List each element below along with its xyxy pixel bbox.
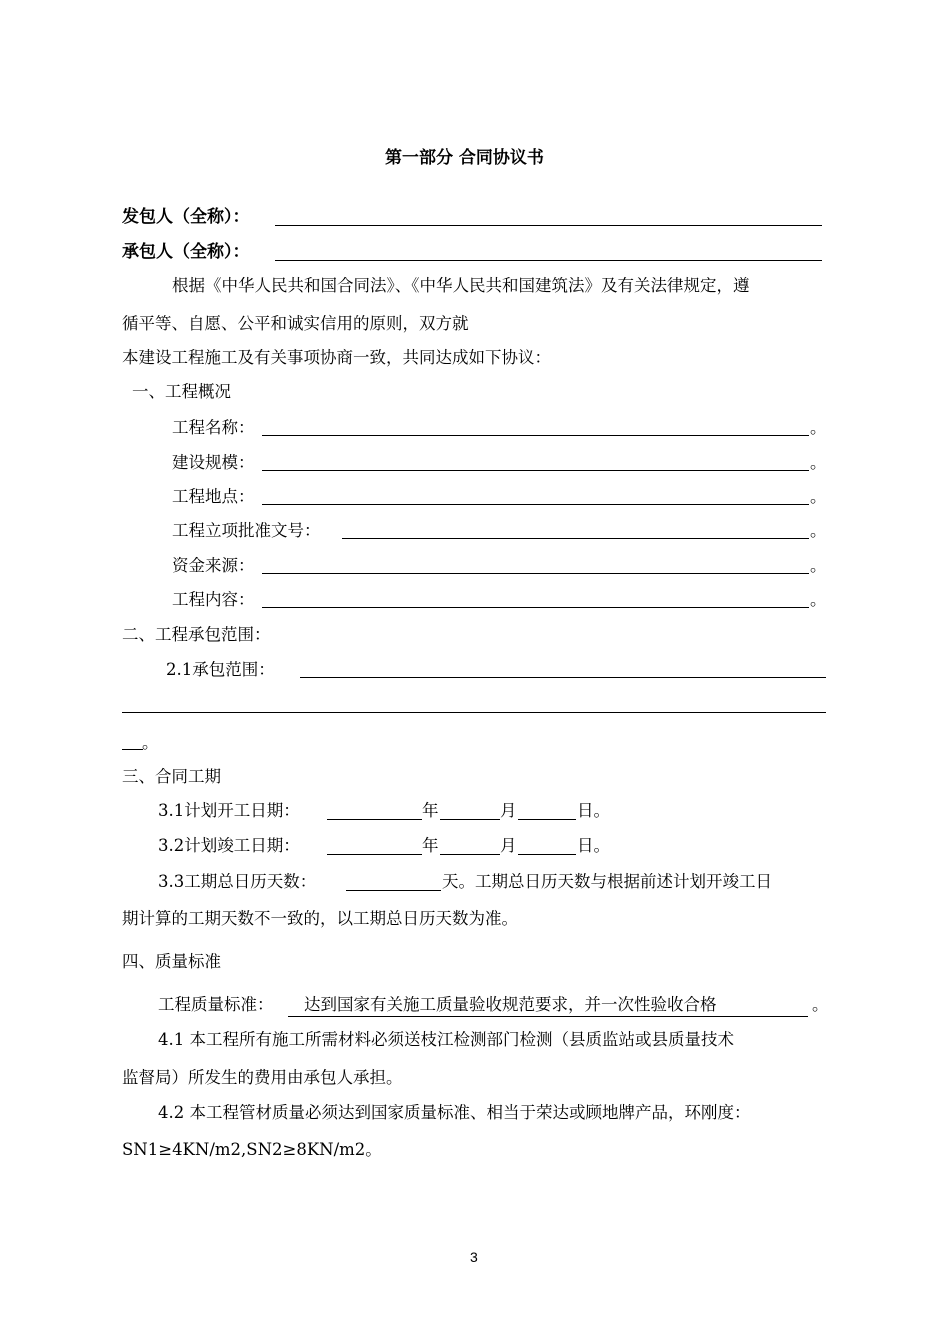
scope-blank-3[interactable] (122, 749, 143, 750)
scope-end: 。 (142, 733, 159, 752)
contractor-label: 承包人（全称）： (122, 242, 250, 262)
finish-date-label: 3.2计划竣工日期： (158, 836, 300, 855)
start-month-unit: 月 (500, 801, 517, 820)
finish-month-unit: 月 (500, 836, 517, 855)
intro-line-3: 本建设工程施工及有关事项协商一致，共同达成如下协议： (122, 348, 551, 367)
section-2-heading: 二、工程承包范围： (122, 625, 271, 644)
scope-label: 2.1承包范围： (166, 660, 275, 679)
section-1-heading: 一、工程概况 (132, 382, 231, 401)
field-location-blank[interactable] (262, 504, 809, 505)
finish-month-blank[interactable] (440, 854, 500, 855)
page-title: 第一部分 合同协议书 (385, 148, 544, 168)
field-project-name-end: 。 (810, 418, 827, 437)
employer-blank[interactable] (275, 225, 822, 226)
quality-standard-value: 达到国家有关施工质量验收规范要求，并一次性验收合格 (288, 995, 808, 1017)
field-content-end: 。 (810, 590, 827, 609)
page-number: 3 (470, 1249, 478, 1265)
field-fund-source-blank[interactable] (262, 573, 809, 574)
start-date-label: 3.1计划开工日期： (158, 801, 300, 820)
field-approval-number-blank[interactable] (342, 538, 809, 539)
contractor-blank[interactable] (275, 260, 822, 261)
start-year-blank[interactable] (327, 819, 422, 820)
intro-line-1: 根据《中华人民共和国合同法》、《中华人民共和国建筑法》及有关法律规定，遵 (172, 276, 750, 295)
total-days-text-2: 期计算的工期天数不一致的，以工期总日历天数为准。 (122, 909, 518, 928)
total-days-label: 3.3工期总日历天数： (158, 872, 317, 891)
field-content-label: 工程内容： (172, 590, 255, 609)
clause-4-2-line-1: 4.2 本工程管材质量必须达到国家质量标准、相当于荣达或顾地牌产品，环刚度： (158, 1103, 751, 1122)
start-day-unit: 日。 (577, 801, 610, 820)
scope-blank-1[interactable] (300, 677, 826, 678)
finish-day-blank[interactable] (518, 854, 576, 855)
field-scale-blank[interactable] (262, 470, 809, 471)
quality-standard-label: 工程质量标准： (158, 995, 274, 1014)
section-3-heading: 三、合同工期 (122, 767, 221, 786)
finish-year-blank[interactable] (327, 854, 422, 855)
field-fund-source-label: 资金来源： (172, 556, 255, 575)
clause-4-1-line-2: 监督局）所发生的费用由承包人承担。 (122, 1068, 403, 1087)
field-scale-end: 。 (810, 453, 827, 472)
field-project-name-blank[interactable] (262, 435, 809, 436)
scope-blank-2[interactable] (122, 712, 826, 713)
start-day-blank[interactable] (518, 819, 576, 820)
field-scale-label: 建设规模： (172, 453, 255, 472)
intro-line-2: 循平等、自愿、公平和诚实信用的原则，双方就 (122, 314, 469, 333)
start-year-unit: 年 (422, 801, 439, 820)
start-month-blank[interactable] (440, 819, 500, 820)
total-days-blank[interactable] (346, 890, 441, 891)
clause-4-1-line-1: 4.1 本工程所有施工所需材料必须送枝江检测部门检测（县质监站或县质量技术 (158, 1030, 734, 1049)
employer-label: 发包人（全称）： (122, 207, 250, 227)
section-4-heading: 四、质量标准 (122, 952, 221, 971)
field-location-end: 。 (810, 487, 827, 506)
quality-standard-end: 。 (812, 995, 829, 1014)
field-project-name-label: 工程名称： (172, 418, 255, 437)
total-days-text: 天。工期总日历天数与根据前述计划开竣工日 (442, 872, 772, 891)
field-location-label: 工程地点： (172, 487, 255, 506)
field-approval-number-end: 。 (810, 521, 827, 540)
finish-day-unit: 日。 (577, 836, 610, 855)
finish-year-unit: 年 (422, 836, 439, 855)
field-content-blank[interactable] (262, 607, 809, 608)
clause-4-2-line-2: SN1≥4KN/m2,SN2≥8KN/m2。 (122, 1140, 382, 1159)
field-approval-number-label: 工程立项批准文号： (172, 521, 321, 540)
field-fund-source-end: 。 (810, 556, 827, 575)
quality-standard-value-wrap (288, 995, 808, 1017)
